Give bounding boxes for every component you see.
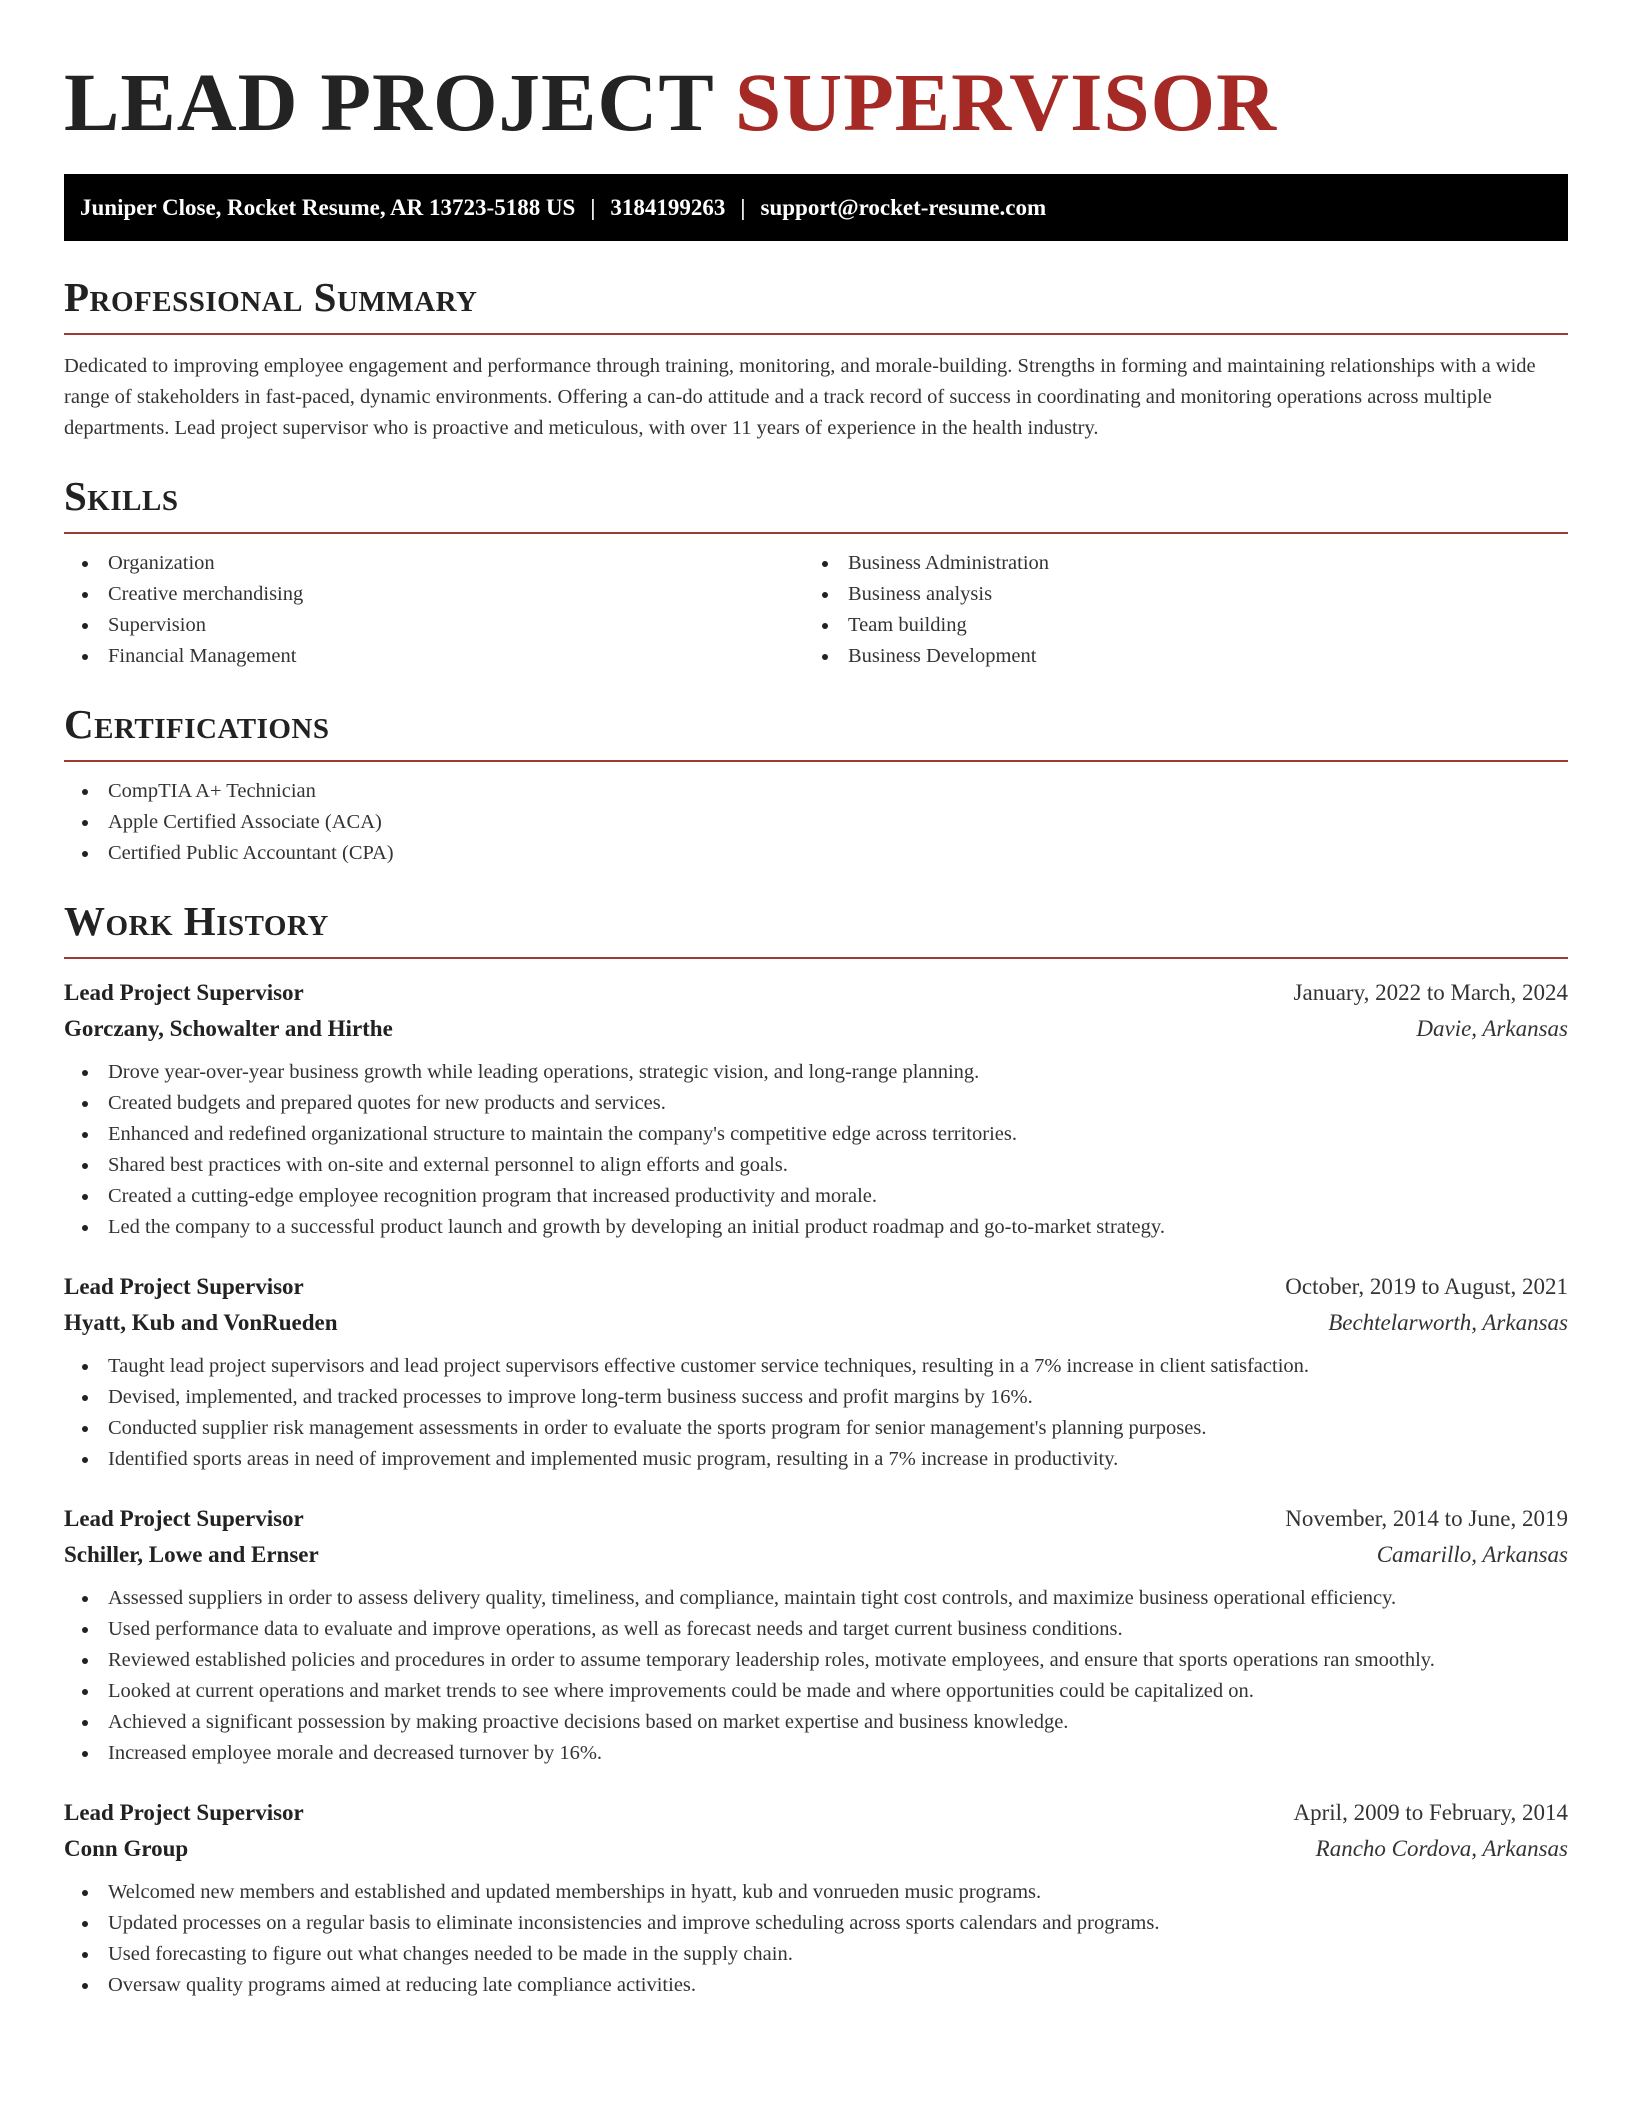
job-dates: November, 2014 to June, 2019 xyxy=(1285,1506,1568,1531)
job-bullet: Conducted supplier risk management assessments in order to evaluate the sports program for senior management's planning purposes. xyxy=(64,1413,1568,1444)
job-bullet: Devised, implemented, and tracked processes to improve long-term business success and profit margins by 16%. xyxy=(64,1382,1568,1413)
job-entry xyxy=(64,1269,1568,1475)
job-bullet: Oversaw quality programs aimed at reducing late compliance activities. xyxy=(64,1970,1568,2001)
skill-item: Business Development xyxy=(804,641,1544,672)
section-title-summary: Professional Summary xyxy=(64,274,478,320)
job-entry xyxy=(64,1795,1568,2001)
job-title: Lead Project Supervisor xyxy=(64,980,304,1005)
job-bullet: Identified sports areas in need of improvement and implemented music program, resulting in a 7% increase in productivity. xyxy=(64,1444,1568,1475)
job-title: Lead Project Supervisor xyxy=(64,1800,304,1825)
job-dates: April, 2009 to February, 2014 xyxy=(1293,1800,1568,1825)
job-header-row xyxy=(64,1269,1568,1305)
skill-item: Creative merchandising xyxy=(64,579,804,610)
certification-item: CompTIA A+ Technician xyxy=(64,776,1568,807)
job-header-row xyxy=(64,1795,1568,1831)
job-entry xyxy=(64,1501,1568,1769)
job-bullet: Led the company to a successful product launch and growth by developing an initial product roadmap and go-to-market strategy. xyxy=(64,1212,1568,1243)
job-company-row xyxy=(64,1537,1568,1573)
skills-section xyxy=(64,470,1568,672)
job-company-row xyxy=(64,1831,1568,1867)
work-history-section xyxy=(64,895,1568,2001)
job-bullets xyxy=(64,1877,1568,2001)
certification-item: Certified Public Accountant (CPA) xyxy=(64,838,1568,869)
job-company: Gorczany, Schowalter and Hirthe xyxy=(64,1016,393,1041)
job-header-row xyxy=(64,975,1568,1011)
job-entry xyxy=(64,975,1568,1243)
certifications-list xyxy=(64,776,1568,869)
certification-item: Apple Certified Associate (ACA) xyxy=(64,807,1568,838)
job-company: Schiller, Lowe and Ernser xyxy=(64,1542,319,1567)
job-bullet: Created a cutting-edge employee recognition program that increased productivity and morale. xyxy=(64,1181,1568,1212)
contact-email: support@rocket-resume.com xyxy=(760,194,1047,220)
section-title-certifications: Certifications xyxy=(64,701,330,747)
skill-item: Organization xyxy=(64,548,804,579)
job-location: Camarillo, Arkansas xyxy=(1376,1542,1568,1567)
job-bullet: Used performance data to evaluate and improve operations, as well as forecast needs and target current business conditions. xyxy=(64,1614,1568,1645)
job-location: Davie, Arkansas xyxy=(1416,1016,1568,1041)
job-company: Hyatt, Kub and VonRueden xyxy=(64,1310,338,1335)
job-bullet: Shared best practices with on-site and external personnel to align efforts and goals. xyxy=(64,1150,1568,1181)
job-title: Lead Project Supervisor xyxy=(64,1506,304,1531)
name-accent-part: SUPERVISOR xyxy=(734,56,1278,148)
job-location: Bechtelarworth, Arkansas xyxy=(1328,1310,1568,1335)
job-bullet: Achieved a significant possession by making proactive decisions based on market expertise and business knowledge. xyxy=(64,1707,1568,1738)
summary-section xyxy=(64,271,1568,444)
job-dates: January, 2022 to March, 2024 xyxy=(1293,980,1568,1005)
contact-separator: | xyxy=(740,194,746,220)
job-bullets xyxy=(64,1583,1568,1769)
job-company-row xyxy=(64,1305,1568,1341)
section-divider xyxy=(64,333,1568,335)
skill-item: Business Administration xyxy=(804,548,1544,579)
skill-item: Team building xyxy=(804,610,1544,641)
skills-list-right xyxy=(804,548,1544,672)
job-bullet: Reviewed established policies and procedures in order to assume temporary leadership roles, motivate employees, and ensure that sports operations ran smoothly. xyxy=(64,1645,1568,1676)
skill-item: Supervision xyxy=(64,610,804,641)
section-title-work-history: Work History xyxy=(64,898,329,944)
job-header-row xyxy=(64,1501,1568,1537)
section-divider xyxy=(64,957,1568,959)
skill-item: Business analysis xyxy=(804,579,1544,610)
skills-list-left xyxy=(64,548,804,672)
section-divider xyxy=(64,760,1568,762)
job-bullet: Welcomed new members and established and updated memberships in hyatt, kub and vonrueden music programs. xyxy=(64,1877,1568,1908)
job-bullet: Assessed suppliers in order to assess delivery quality, timeliness, and compliance, maintain tight cost controls, and maximize business operational efficiency. xyxy=(64,1583,1568,1614)
job-bullet: Increased employee morale and decreased turnover by 16%. xyxy=(64,1738,1568,1769)
job-dates: October, 2019 to August, 2021 xyxy=(1285,1274,1568,1299)
name-first-part: LEAD PROJECT xyxy=(64,56,714,148)
job-bullet: Taught lead project supervisors and lead project supervisors effective customer service techniques, resulting in a 7% increase in client satisfaction. xyxy=(64,1351,1568,1382)
contact-separator: | xyxy=(590,194,596,220)
skill-item: Financial Management xyxy=(64,641,804,672)
certifications-section xyxy=(64,698,1568,869)
contact-bar xyxy=(64,174,1568,241)
contact-phone: 3184199263 xyxy=(610,194,726,220)
job-bullet: Created budgets and prepared quotes for new products and services. xyxy=(64,1088,1568,1119)
job-title: Lead Project Supervisor xyxy=(64,1274,304,1299)
job-bullet: Used forecasting to figure out what changes needed to be made in the supply chain. xyxy=(64,1939,1568,1970)
job-bullet: Updated processes on a regular basis to eliminate inconsistencies and improve scheduling across sports calendars and programs. xyxy=(64,1908,1568,1939)
resume-name xyxy=(64,52,1568,152)
job-location: Rancho Cordova, Arkansas xyxy=(1315,1836,1568,1861)
job-company: Conn Group xyxy=(64,1836,189,1861)
job-bullets xyxy=(64,1351,1568,1475)
job-bullet: Drove year-over-year business growth while leading operations, strategic vision, and long-range planning. xyxy=(64,1057,1568,1088)
skills-grid xyxy=(64,534,1568,672)
job-bullets xyxy=(64,1057,1568,1243)
contact-address: Juniper Close, Rocket Resume, AR 13723-5188 US xyxy=(80,194,576,220)
resume-page xyxy=(64,52,1568,2001)
job-bullet: Enhanced and redefined organizational structure to maintain the company's competitive edge across territories. xyxy=(64,1119,1568,1150)
job-company-row xyxy=(64,1011,1568,1047)
section-title-skills: Skills xyxy=(64,473,179,519)
summary-text: Dedicated to improving employee engagement and performance through training, monitoring, and morale-building. Strengths in forming and maintaining relationships with a wide range of stakeholders in fast-paced, dynamic environments. Offering a can-do attitude and a track record of success in coordinating and monitoring operations across multiple departments. Lead project supervisor who is proactive and meticulous, with over 11 years of experience in the health industry. xyxy=(64,355,1536,439)
job-bullet: Looked at current operations and market trends to see where improvements could be made and where opportunities could be capitalized on. xyxy=(64,1676,1568,1707)
